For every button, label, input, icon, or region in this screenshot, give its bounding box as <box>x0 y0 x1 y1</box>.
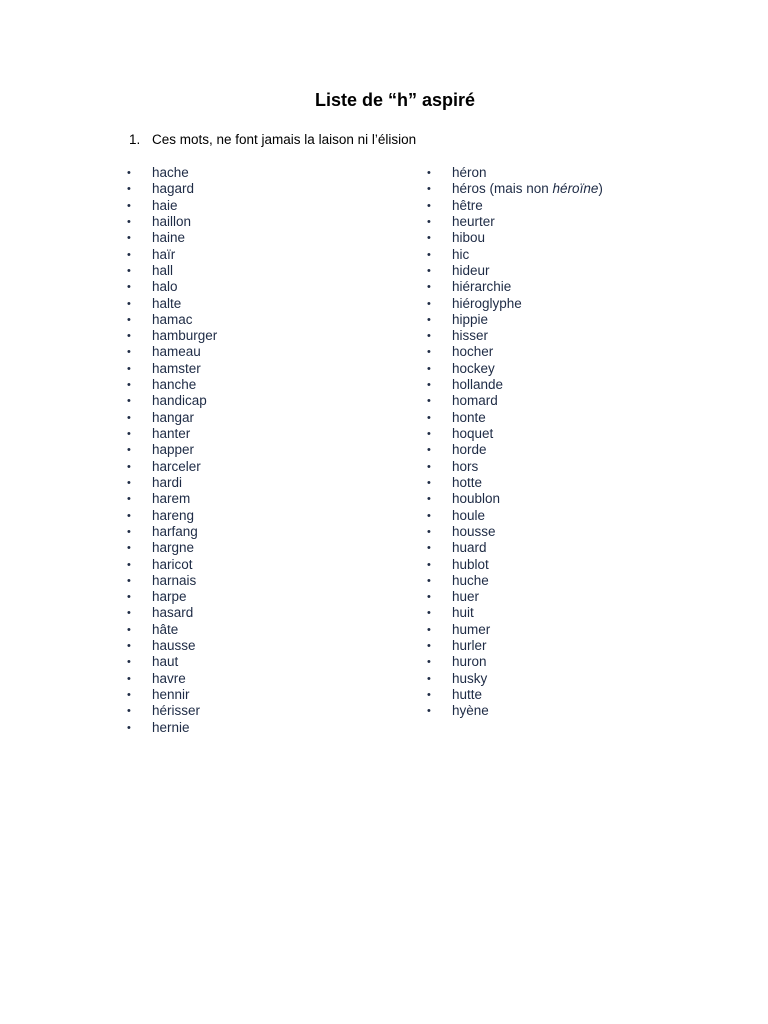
list-item <box>127 328 217 344</box>
word-text: haillon <box>152 213 192 229</box>
word-text: héron <box>452 165 487 180</box>
list-item <box>427 312 603 328</box>
list-item <box>427 279 603 295</box>
word-text: hisser <box>452 328 489 344</box>
list-item <box>427 328 603 344</box>
bullet-icon: • <box>127 689 131 701</box>
bullet-icon: • <box>127 493 131 506</box>
word-text: huche <box>452 572 489 588</box>
bullet-icon: • <box>127 215 131 228</box>
list-item <box>127 410 217 426</box>
bullet-icon: • <box>427 444 431 457</box>
bullet-icon: • <box>127 444 131 457</box>
list-item <box>127 671 217 687</box>
bullet-icon: • <box>427 623 431 636</box>
word-text: hollande <box>452 377 504 393</box>
bullet-icon: • <box>427 313 431 326</box>
word-text: haut <box>152 654 179 670</box>
list-item <box>427 296 603 312</box>
word-text: humer <box>452 621 491 637</box>
bullet-icon: • <box>427 330 431 343</box>
list-item <box>427 377 603 393</box>
list-item <box>427 589 603 605</box>
word-text: hamac <box>152 311 193 327</box>
bullet-icon: • <box>427 574 431 587</box>
word-text: hanter <box>152 426 191 441</box>
word-text: hernie <box>152 719 190 735</box>
bullet-icon: • <box>127 591 131 604</box>
word-text: hutte <box>452 687 483 702</box>
word-text: hibou <box>452 230 486 246</box>
list-item <box>127 589 217 605</box>
list-item <box>127 703 217 719</box>
bullet-icon: • <box>427 362 431 375</box>
list-item <box>427 703 603 719</box>
list-item <box>427 263 603 279</box>
list-item <box>127 181 217 197</box>
list-item <box>127 638 217 654</box>
word-text: huer <box>452 589 480 605</box>
list-item <box>427 393 603 409</box>
bullet-icon: • <box>127 395 131 408</box>
bullet-icon: • <box>127 476 131 489</box>
list-item <box>427 508 603 524</box>
bullet-icon: • <box>127 232 131 245</box>
word-text: horde <box>452 442 487 458</box>
word-text: havre <box>152 670 186 686</box>
bullet-icon: • <box>127 264 131 277</box>
bullet-icon: • <box>427 460 431 473</box>
word-text: hamburger <box>152 328 218 344</box>
list-item <box>427 165 603 181</box>
list-item <box>127 605 217 621</box>
word-text: hurler <box>452 638 487 654</box>
word-text: hamster <box>152 360 201 376</box>
word-text: homard <box>452 393 498 409</box>
list-item <box>427 622 603 638</box>
word-text: hocher <box>452 344 494 360</box>
bullet-icon: • <box>127 199 131 212</box>
list-item <box>127 344 217 360</box>
bullet-icon: • <box>427 509 431 522</box>
word-text <box>452 181 603 197</box>
bullet-icon: • <box>427 558 431 571</box>
word-text: hérisser <box>152 703 201 719</box>
list-item <box>127 475 217 491</box>
bullet-icon: • <box>427 215 431 228</box>
list-item <box>427 181 603 197</box>
word-text: harpe <box>152 589 187 605</box>
list-item <box>127 377 217 393</box>
list-item <box>127 263 217 279</box>
list-item <box>127 622 217 638</box>
bullet-icon: • <box>427 689 431 701</box>
intro-text: Ces mots, ne font jamais la laison ni l’élision <box>152 132 417 147</box>
bullet-icon: • <box>127 167 131 179</box>
list-item <box>127 508 217 524</box>
intro-line <box>129 132 416 147</box>
bullet-icon: • <box>127 525 131 538</box>
list-item <box>427 687 603 703</box>
word-prefix: héros (mais non <box>452 181 553 197</box>
list-number: 1. <box>129 132 141 147</box>
word-text: handicap <box>152 393 207 409</box>
list-item <box>127 687 217 703</box>
word-text: harceler <box>152 458 201 474</box>
bullet-icon: • <box>427 542 431 555</box>
bullet-icon: • <box>427 183 431 196</box>
bullet-icon: • <box>127 346 131 359</box>
word-italic: héroïne <box>552 181 599 197</box>
list-item <box>127 459 217 475</box>
bullet-icon: • <box>427 411 431 424</box>
list-item <box>127 198 217 214</box>
word-text: hennir <box>152 687 190 702</box>
list-item <box>127 426 217 442</box>
bullet-icon: • <box>127 281 131 294</box>
word-list-right <box>427 165 603 720</box>
list-item <box>127 524 217 540</box>
word-text: hippie <box>452 311 489 327</box>
bullet-icon: • <box>427 607 431 620</box>
list-item <box>127 491 217 507</box>
list-item <box>427 654 603 670</box>
word-text: hublot <box>452 556 489 572</box>
word-text: hiéroglyphe <box>452 295 522 311</box>
bullet-icon: • <box>427 428 431 440</box>
word-text: hanche <box>152 377 197 393</box>
word-text: hic <box>452 246 470 262</box>
word-text: harem <box>152 491 191 507</box>
word-text: hagard <box>152 181 195 197</box>
word-text: haricot <box>152 556 193 572</box>
list-item <box>127 296 217 312</box>
list-item <box>427 605 603 621</box>
word-text: houle <box>452 507 486 523</box>
list-item <box>427 214 603 230</box>
list-item <box>127 312 217 328</box>
word-text: harnais <box>152 572 197 588</box>
bullet-icon: • <box>127 183 131 196</box>
word-text: huit <box>452 605 474 621</box>
list-item <box>427 442 603 458</box>
word-text: hache <box>152 165 189 180</box>
list-item <box>127 393 217 409</box>
list-item <box>427 426 603 442</box>
list-item <box>127 573 217 589</box>
word-text: hareng <box>152 507 195 523</box>
bullet-icon: • <box>127 721 131 734</box>
word-text: houblon <box>452 491 501 507</box>
bullet-icon: • <box>127 705 131 718</box>
bullet-icon: • <box>427 705 431 718</box>
bullet-icon: • <box>427 346 431 359</box>
word-text: haie <box>152 197 178 213</box>
word-text: halte <box>152 295 182 311</box>
bullet-icon: • <box>427 297 431 310</box>
bullet-icon: • <box>427 281 431 294</box>
word-text: hêtre <box>452 197 483 213</box>
word-text: husky <box>452 670 488 686</box>
word-text: hall <box>152 262 174 278</box>
word-list-left <box>127 165 217 736</box>
bullet-icon: • <box>427 232 431 245</box>
word-text: halo <box>152 279 178 295</box>
list-item <box>427 247 603 263</box>
bullet-icon: • <box>427 264 431 277</box>
bullet-icon: • <box>427 476 431 489</box>
bullet-icon: • <box>427 199 431 212</box>
word-text: happer <box>152 442 195 458</box>
bullet-icon: • <box>127 330 131 343</box>
list-item <box>127 720 217 736</box>
bullet-icon: • <box>127 623 131 636</box>
word-text: huard <box>452 540 487 556</box>
word-text: hasard <box>152 605 194 621</box>
bullet-icon: • <box>427 167 431 179</box>
list-item <box>427 557 603 573</box>
list-item <box>127 557 217 573</box>
bullet-icon: • <box>127 313 131 326</box>
list-item <box>427 671 603 687</box>
list-item <box>427 573 603 589</box>
list-item <box>427 524 603 540</box>
list-item <box>127 540 217 556</box>
word-text: hyène <box>452 703 489 719</box>
list-item <box>427 410 603 426</box>
list-item <box>127 279 217 295</box>
bullet-icon: • <box>127 542 131 555</box>
list-item <box>127 165 217 181</box>
word-text: hideur <box>452 262 490 278</box>
word-text: hâte <box>152 621 179 637</box>
list-item <box>127 214 217 230</box>
word-text: harfang <box>152 523 198 539</box>
list-item <box>127 247 217 263</box>
list-item <box>427 491 603 507</box>
bullet-icon: • <box>127 411 131 424</box>
bullet-icon: • <box>427 672 431 685</box>
word-text: hors <box>452 458 479 474</box>
bullet-icon: • <box>127 509 131 522</box>
bullet-icon: • <box>427 395 431 408</box>
list-item <box>127 361 217 377</box>
bullet-icon: • <box>127 607 131 620</box>
word-text: hausse <box>152 638 196 654</box>
word-text: hangar <box>152 409 195 425</box>
word-text: honte <box>452 409 486 425</box>
list-item <box>427 361 603 377</box>
list-item <box>427 459 603 475</box>
bullet-icon: • <box>127 460 131 473</box>
bullet-icon: • <box>127 362 131 375</box>
page-title: Liste de “h” aspiré <box>314 90 476 110</box>
list-item <box>427 230 603 246</box>
bullet-icon: • <box>427 525 431 538</box>
bullet-icon: • <box>127 574 131 587</box>
list-item <box>427 638 603 654</box>
list-item <box>427 540 603 556</box>
list-item <box>127 230 217 246</box>
list-item <box>427 198 603 214</box>
list-item <box>427 475 603 491</box>
word-text: heurter <box>452 213 495 229</box>
word-text: haïr <box>152 246 176 262</box>
bullet-icon: • <box>427 640 431 653</box>
bullet-icon: • <box>427 379 431 392</box>
word-text: housse <box>452 523 496 539</box>
word-text: hockey <box>452 360 495 376</box>
bullet-icon: • <box>427 248 431 261</box>
bullet-icon: • <box>127 428 131 440</box>
bullet-icon: • <box>127 558 131 571</box>
bullet-icon: • <box>427 493 431 506</box>
word-text: hoquet <box>452 426 494 441</box>
bullet-icon: • <box>127 379 131 392</box>
list-item <box>427 344 603 360</box>
bullet-icon: • <box>427 591 431 604</box>
bullet-icon: • <box>127 248 131 261</box>
bullet-icon: • <box>127 640 131 653</box>
word-text: hiérarchie <box>452 279 512 295</box>
word-text: huron <box>452 654 487 670</box>
word-text: hotte <box>452 474 483 490</box>
bullet-icon: • <box>127 672 131 685</box>
word-text: hargne <box>152 540 195 556</box>
bullet-icon: • <box>427 656 431 669</box>
list-item <box>127 654 217 670</box>
word-text: hameau <box>152 344 201 360</box>
word-text: haine <box>152 230 186 246</box>
word-text: hardi <box>152 474 183 490</box>
bullet-icon: • <box>127 656 131 669</box>
word-suffix: ) <box>598 181 603 197</box>
bullet-icon: • <box>127 297 131 310</box>
list-item <box>127 442 217 458</box>
